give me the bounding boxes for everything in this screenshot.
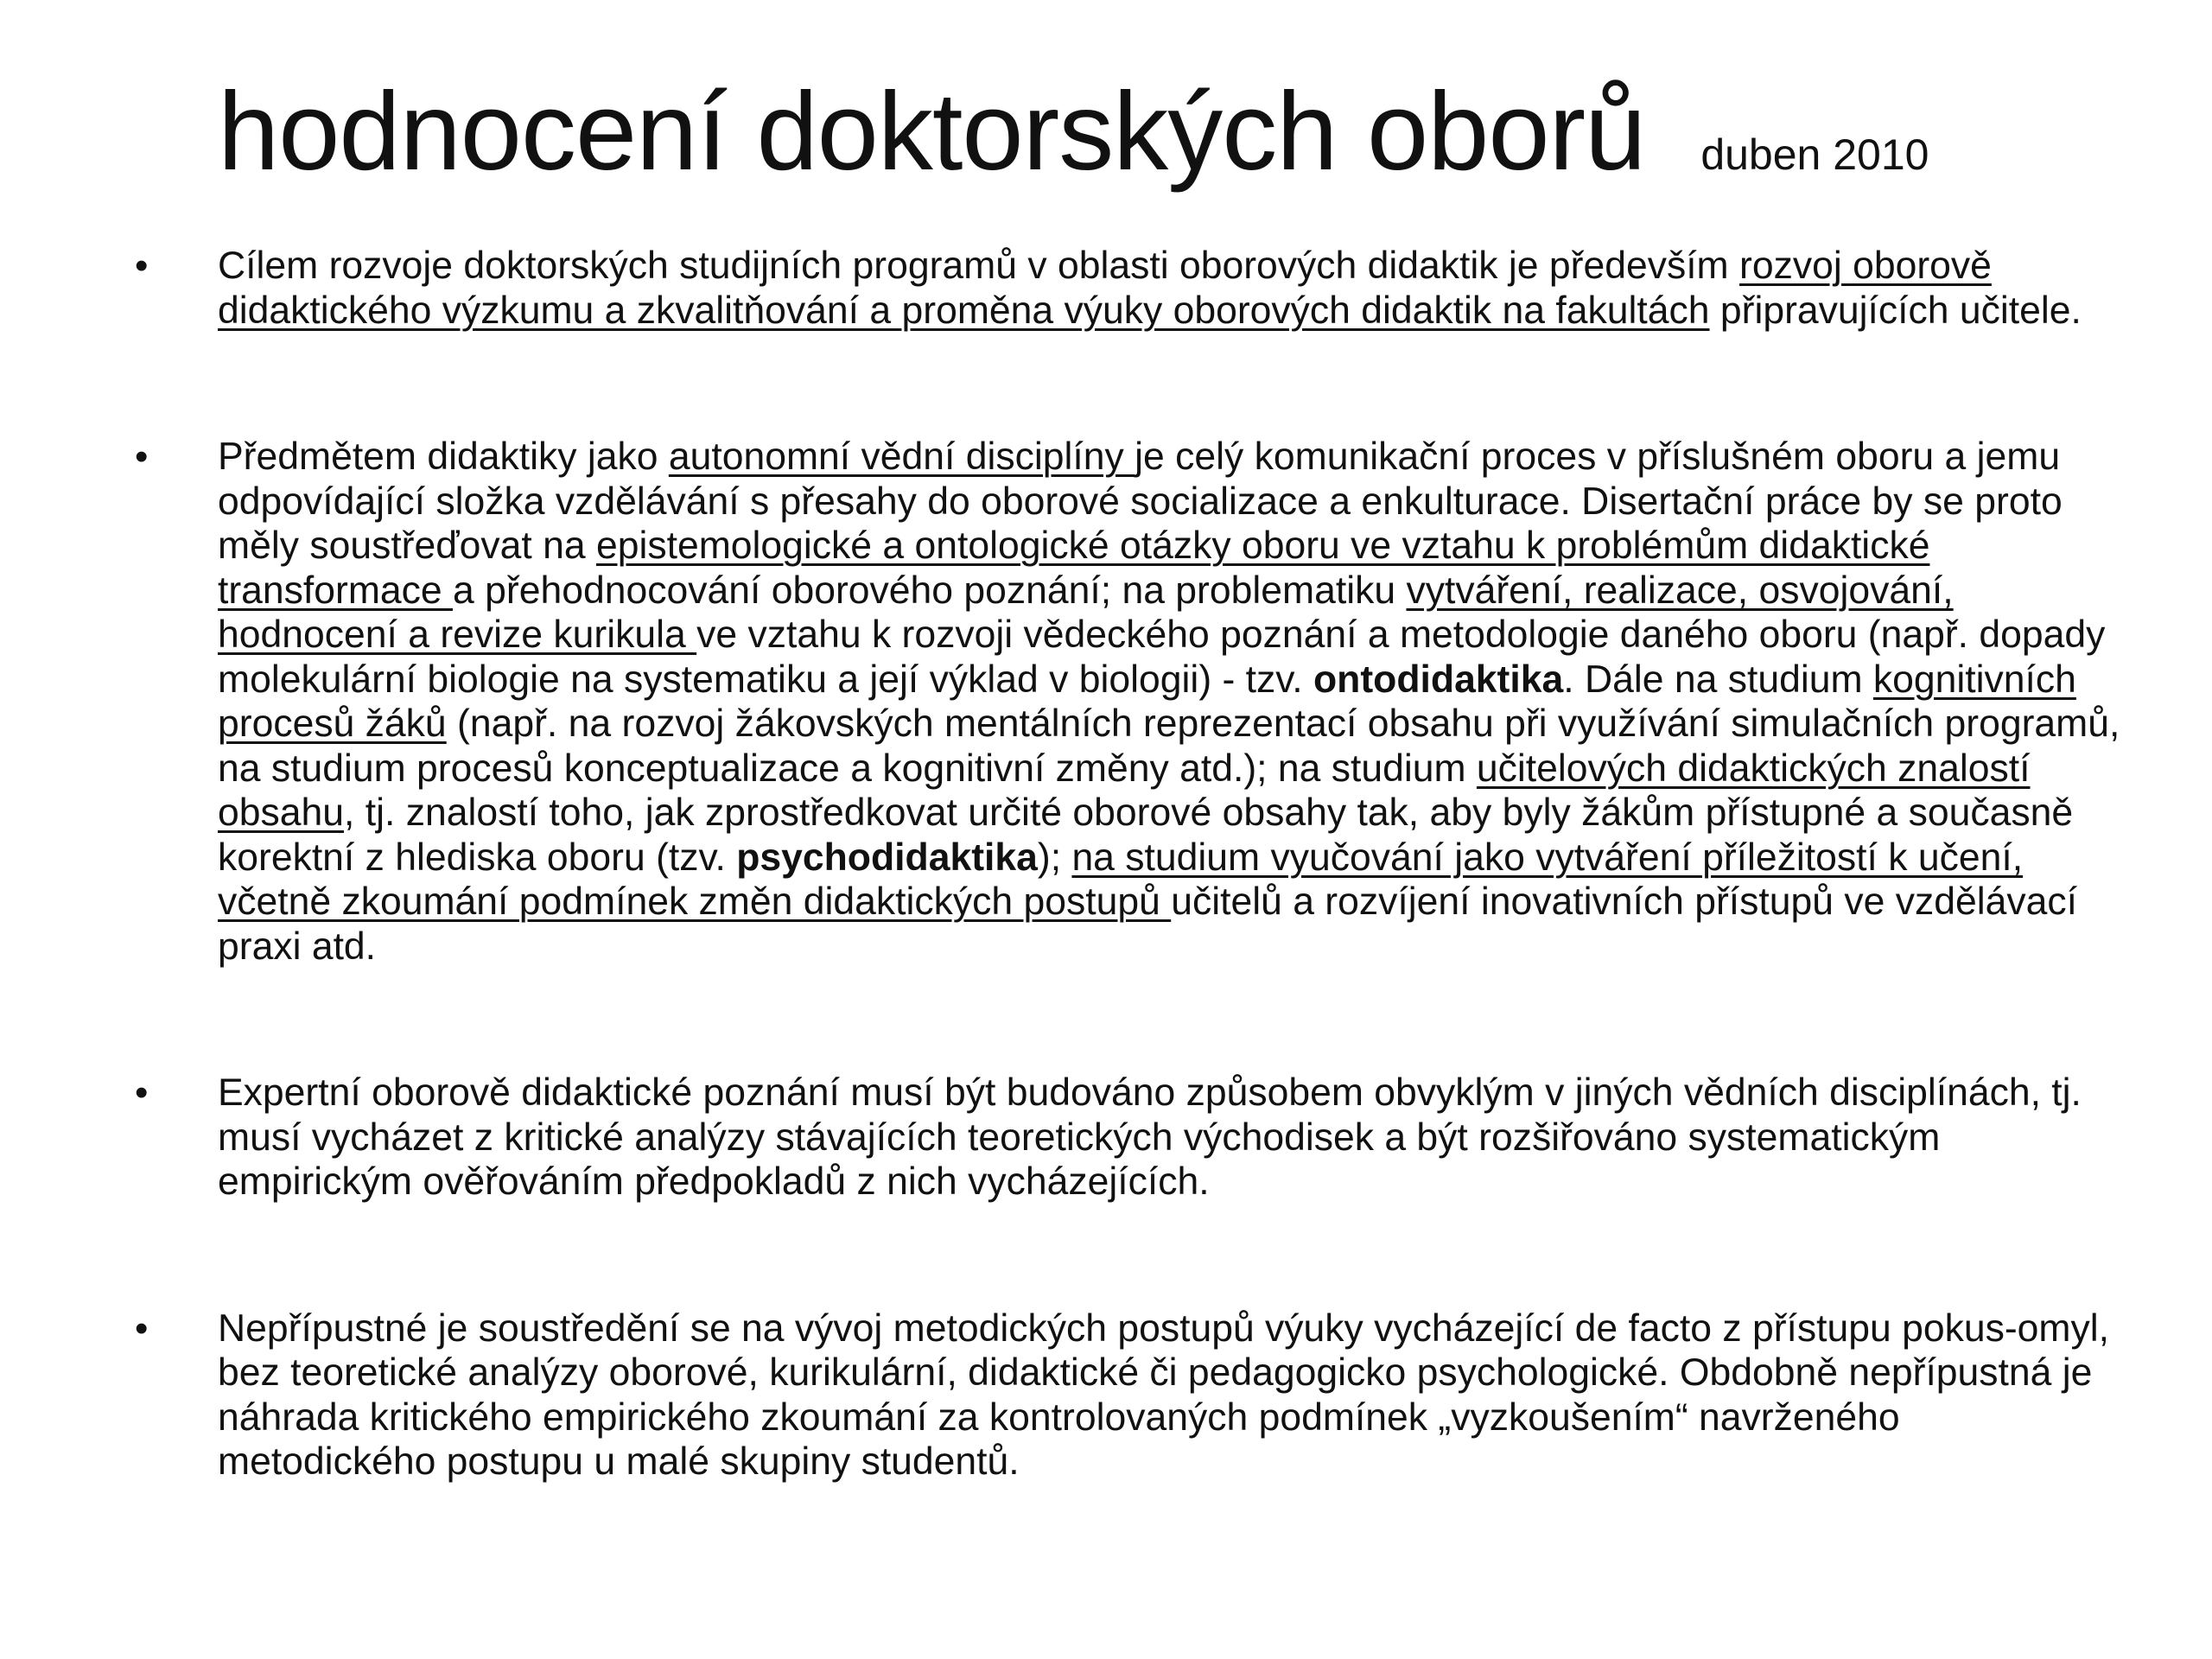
bullet-text: a přehodnocování oborového poznání; na problematiku	[453, 569, 1407, 612]
bullet-text: . Dále na studium	[1563, 658, 1873, 701]
underlined-text: epistemologické a ontologické otázky oboru ve vztahu k problémům didaktické transformace	[218, 524, 1930, 612]
underlined-text: učitelových didaktických znalostí obsahu	[218, 747, 2031, 834]
bullet-text: Předmětem didaktiky jako	[218, 435, 669, 478]
underlined-text: na studium vyučování jako vytváření příležitostí k učení, včetně zkoumání podmínek změn didaktických postupů	[218, 836, 2024, 923]
bullet-text: je celý komunikační proces v příslušném oboru a jemu odpovídající složka vzdělávání s přesahy do oborové socializace a enkulturace. Disertační práce by se proto měly soustřeďovat na	[218, 435, 2063, 567]
bullet-text: , tj. znalostí toho, jak zprostředkovat určité oborové obsahy tak, aby byly žákům přístupné a současně korektní z hlediska oboru (tzv.	[218, 791, 2074, 879]
bullet-item-1	[218, 244, 2127, 333]
bullet-text: učitelů a rozvíjení inovativních přístupů ve vzdělávací praxi atd.	[218, 880, 2077, 968]
underlined-text: rozvoj oborově didaktického výzkumu a zkvalitňování a proměna výuky oborových didaktik na fakultách	[218, 245, 1992, 332]
title-row	[218, 67, 1929, 197]
bullet-list	[218, 244, 2127, 1586]
bullet-item-4	[218, 1306, 2127, 1484]
bullet-text: (např. na rozvoj žákovských mentálních reprezentací obsahu při využívání simulačních programů, na studium procesů konceptualizace a kognitivní změny atd.); na studium	[218, 702, 2120, 790]
bullet-text: Cílem rozvoje doktorských studijních programů v oblasti oborových didaktik je především	[218, 245, 1739, 287]
slide-title: hodnocení doktorských oborů	[218, 70, 1646, 194]
bullet-text: Nepřípustné je soustředění se na vývoj metodických postupů výuky vycházející de facto z přístupu pokus-omyl, bez teoretické analýzy oborové, kurikulární, didaktické či pedagogicko psychologické. Obdobně nepřípustná je náhrada kritického empirického zkoumání za kontrolovaných podmínek „vyzkoušením“ navrženého metodického postupu u malé skupiny studentů.	[218, 1306, 2109, 1483]
bullet-item-3	[218, 1071, 2127, 1205]
bullet-item-2	[218, 435, 2127, 969]
underlined-text: vytváření, realizace, osvojování, hodnocení a revize kurikula	[218, 569, 1954, 656]
bold-term: ontodidaktika	[1313, 658, 1564, 701]
bullet-text: );	[1037, 836, 1072, 879]
underlined-text: autonomní vědní disciplíny	[668, 435, 1135, 478]
bold-term: psychodidaktika	[736, 836, 1038, 879]
slide-date: duben 2010	[1700, 130, 1929, 179]
underlined-text: kognitivních procesů žáků	[218, 658, 2076, 745]
bullet-text: Expertní oborově didaktické poznání musí být budováno způsobem obvyklým v jiných vědních disciplínách, tj. musí vycházet z kritické analýzy stávajících teoretických východisek a být rozšiřováno systematickým empirickým ověřováním předpokladů z nich vycházejících.	[218, 1071, 2082, 1203]
bullet-text: ve vztahu k rozvoji vědeckého poznání a metodologie daného oboru (např. dopady molekulární biologie na systematiku a její výklad v biologii) - tzv.	[218, 613, 2106, 701]
bullet-text: připravujících učitele.	[1709, 289, 2082, 332]
